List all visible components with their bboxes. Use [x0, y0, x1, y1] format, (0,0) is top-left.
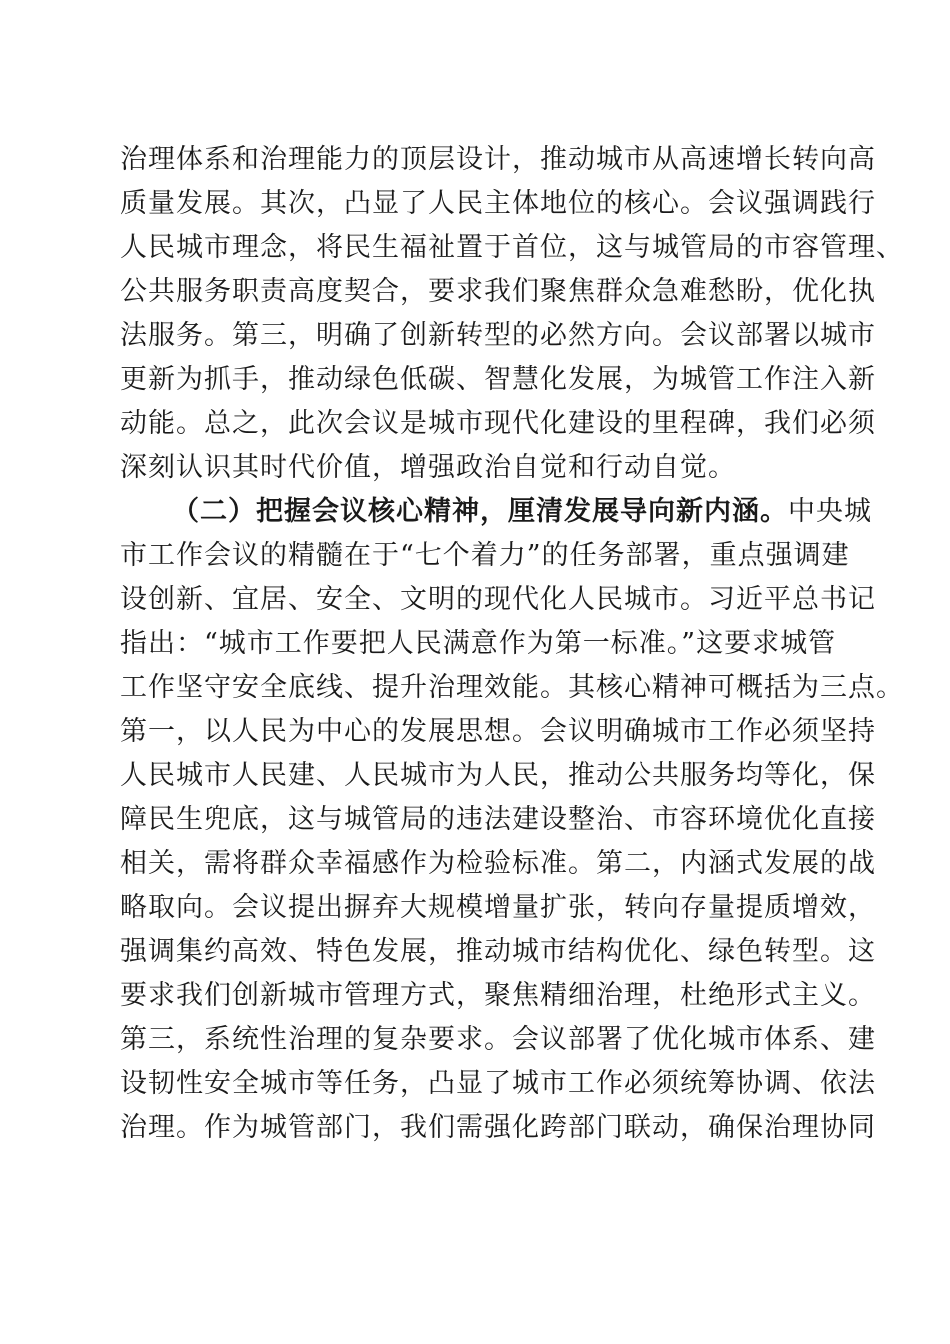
text-line: 公共服务职责高度契合，要求我们聚焦群众急难愁盼，优化执	[120, 276, 876, 307]
section-heading-line	[120, 490, 872, 534]
text-line: 更新为抓手，推动绿色低碳、智慧化发展，为城管工作注入新	[120, 364, 876, 395]
text-line: 人民城市理念，将民生福祉置于首位，这与城管局的市容管理、	[120, 232, 904, 263]
text-line: 治理体系和治理能力的顶层设计，推动城市从高速增长转向高	[120, 144, 876, 175]
document-body	[120, 138, 904, 1150]
text-line: 略取向。会议提出摒弃大规模增量扩张，转向存量提质增效，	[120, 892, 876, 923]
text-line: 质量发展。其次，凸显了人民主体地位的核心。会议强调践行	[120, 188, 876, 219]
text-line: 指出：“城市工作要把人民满意作为第一标准。”这要求城管	[120, 628, 837, 659]
text-line: 工作坚守安全底线、提升治理效能。其核心精神可概括为三点。	[120, 672, 904, 703]
text-line: 治理。作为城管部门，我们需强化跨部门联动，确保治理协同	[120, 1112, 876, 1143]
text-line: 设韧性安全城市等任务，凸显了城市工作必须统筹协调、依法	[120, 1068, 876, 1099]
section-heading: （二）把握会议核心精神，厘清发展导向新内涵。	[172, 496, 788, 527]
text-line: 市工作会议的精髓在于“七个着力”的任务部署，重点强调建	[120, 540, 850, 571]
section-heading-continuation: 中央城	[788, 496, 872, 527]
text-line: 法服务。第三，明确了创新转型的必然方向。会议部署以城市	[120, 320, 876, 351]
text-line: 第一，以人民为中心的发展思想。会议明确城市工作必须坚持	[120, 716, 876, 747]
text-line: 障民生兜底，这与城管局的违法建设整治、市容环境优化直接	[120, 804, 876, 835]
text-line: 动能。总之，此次会议是城市现代化建设的里程碑，我们必须	[120, 408, 876, 439]
text-line: 要求我们创新城市管理方式，聚焦精细治理，杜绝形式主义。	[120, 980, 876, 1011]
text-line: 深刻认识其时代价值，增强政治自觉和行动自觉。	[120, 452, 736, 483]
text-line: 人民城市人民建、人民城市为人民，推动公共服务均等化，保	[120, 760, 876, 791]
text-line: 强调集约高效、特色发展，推动城市结构优化、绿色转型。这	[120, 936, 876, 967]
text-line: 相关，需将群众幸福感作为检验标准。第二，内涵式发展的战	[120, 848, 876, 879]
text-line: 设创新、宜居、安全、文明的现代化人民城市。习近平总书记	[120, 584, 876, 615]
text-line: 第三，系统性治理的复杂要求。会议部署了优化城市体系、建	[120, 1024, 876, 1055]
